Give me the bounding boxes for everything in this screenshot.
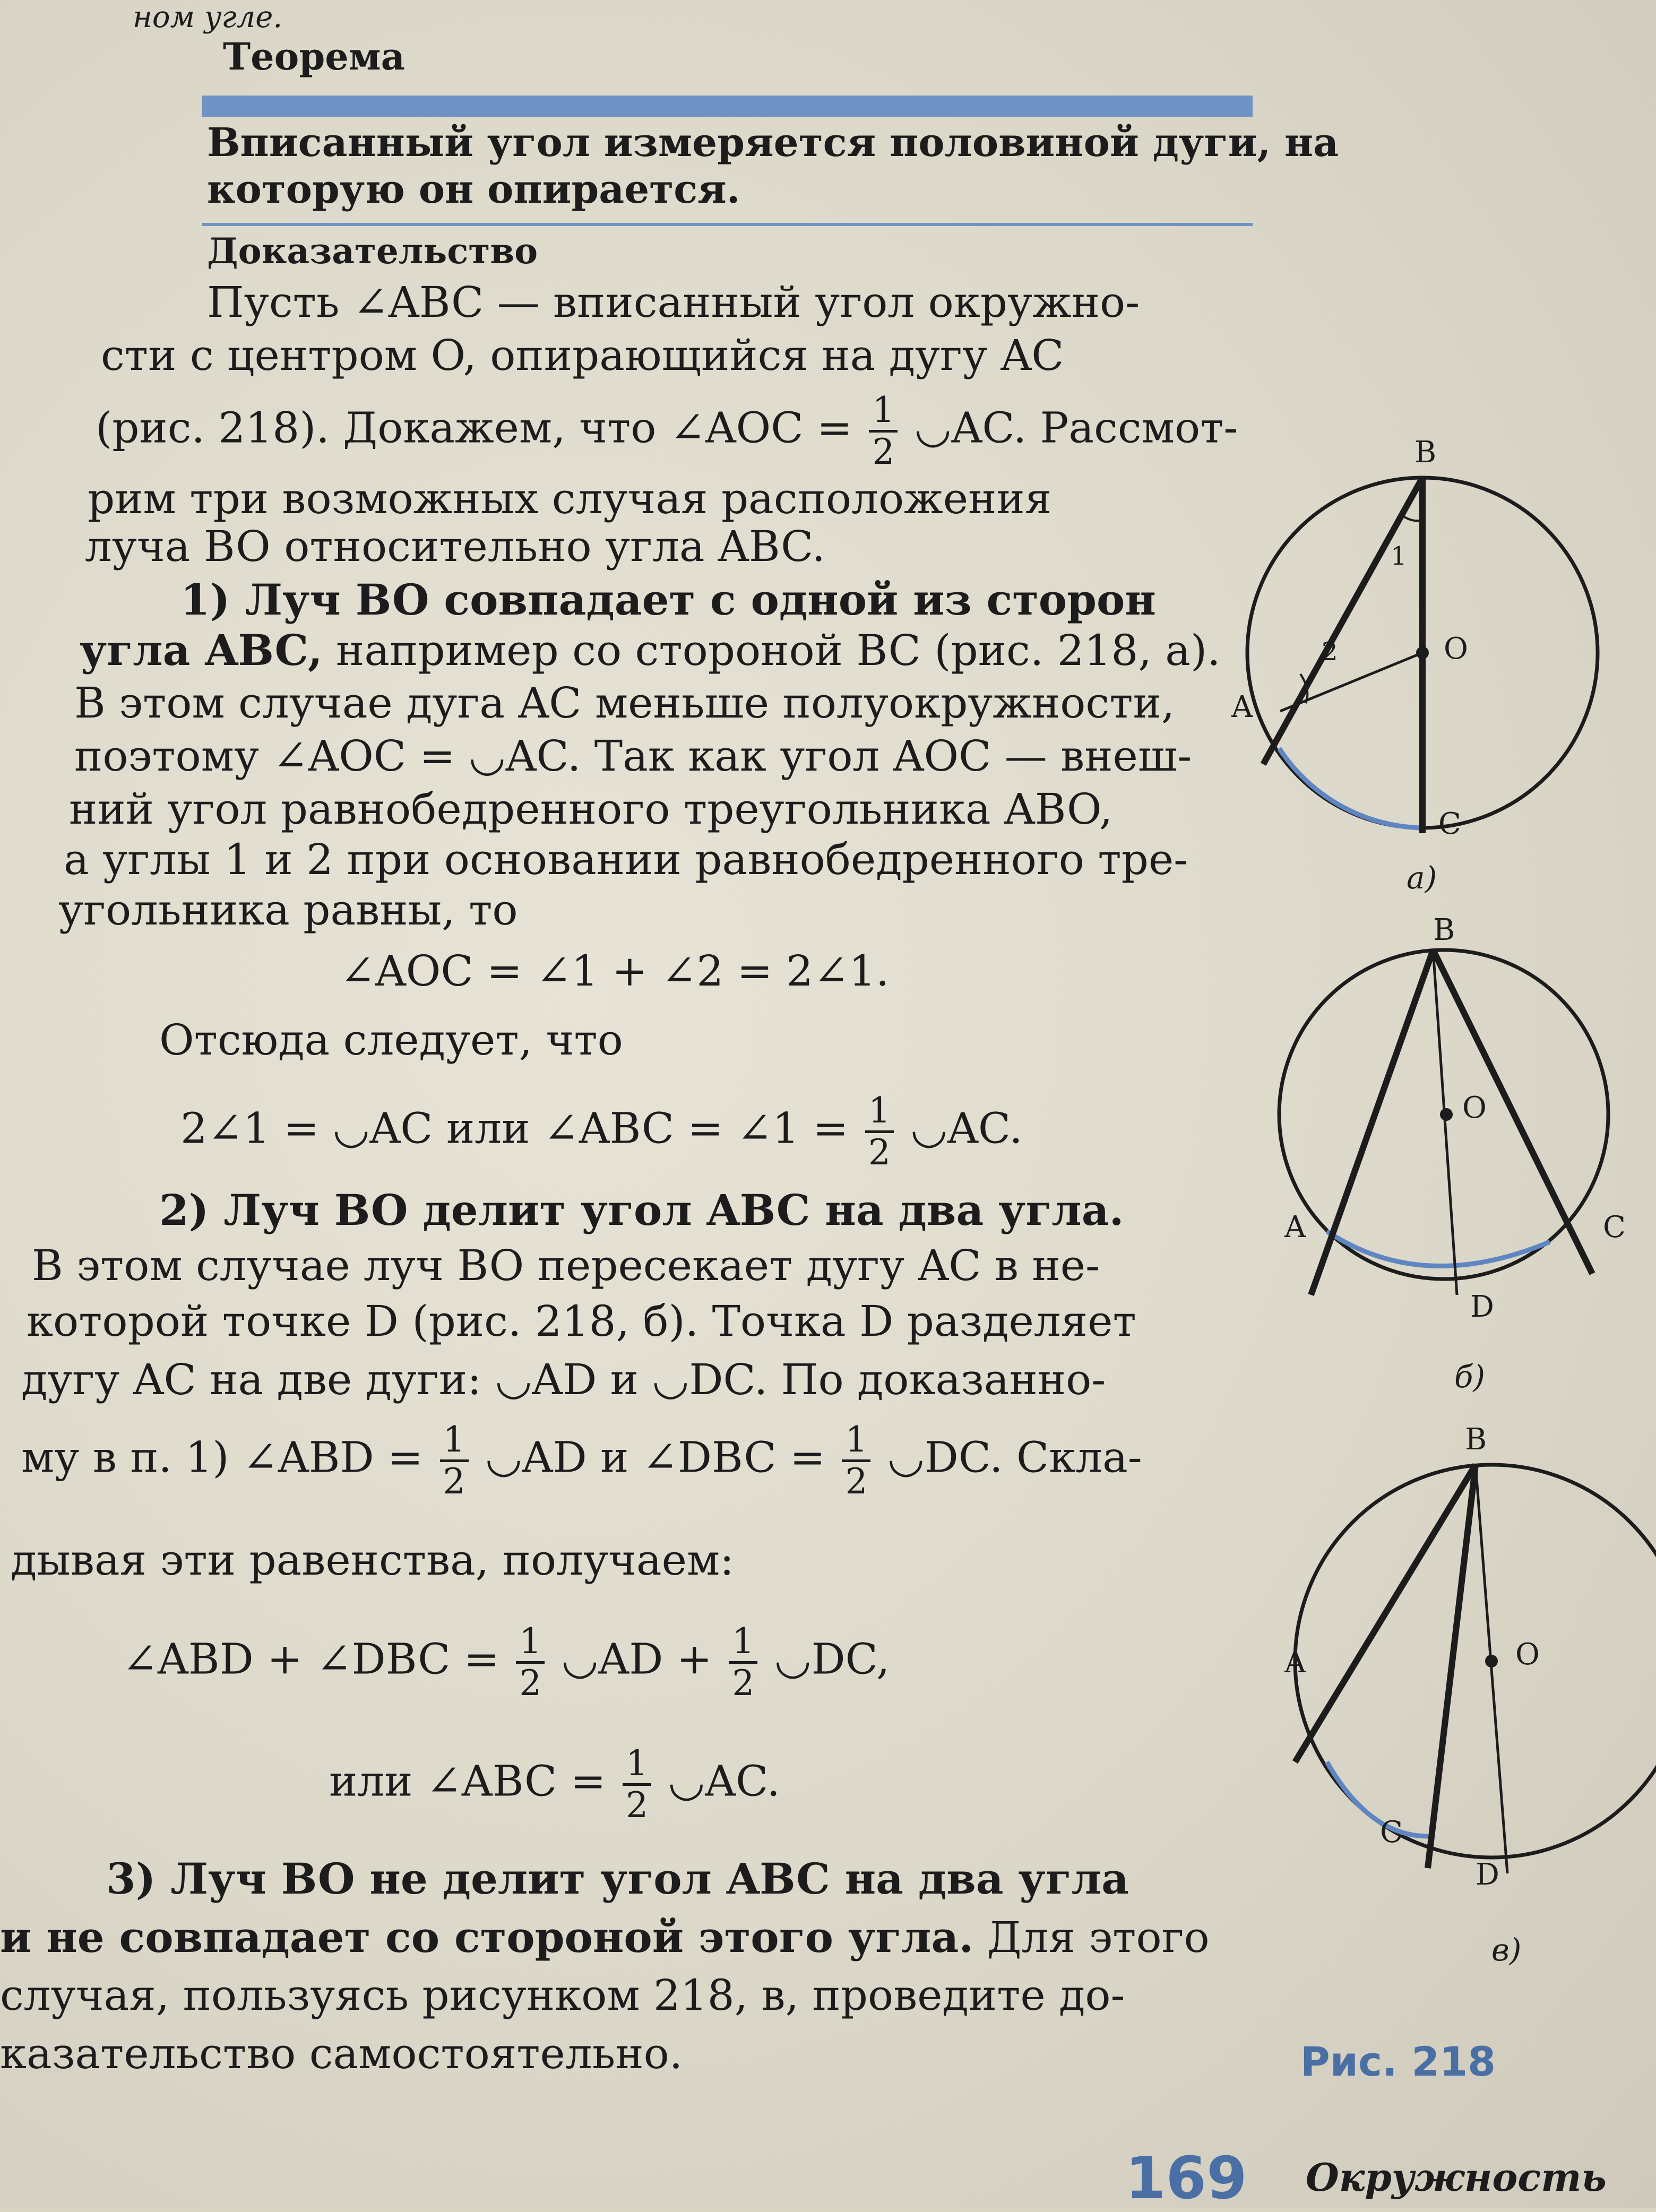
fraction-half: $\frac{1}{2}$ [440,1422,469,1499]
proof-line-1: Пусть ∠ABC — вписанный угол окружно- [207,278,1140,327]
case1-line-5: ний угол равнобедренного треугольника ABO, [69,784,1113,834]
point-o-label: O [1444,632,1468,666]
figure-218c [1284,1422,1656,1892]
theorem-line-2: которую он опирается. [207,167,740,212]
point-c-label: C [1603,1210,1626,1245]
case2-formula-2: или ∠ABC = $\frac{1}{2}$ ◡AC. [329,1743,780,1826]
case1-follows: Отсюда следует, что [159,1015,623,1065]
point-d-label: D [1470,1290,1494,1324]
proof-line-3-a: (рис. 218). Докажем, что ∠AOC = [96,403,852,453]
case2-line-2: В этом случае луч BO пересекает дугу AC в не- [32,1241,1100,1290]
previous-text-fragment: ном угле. [133,0,283,34]
fraction-half: $\frac{1}{2}$ [842,1422,870,1499]
proof-line-5: луча BO относительно угла ABC. [85,522,825,571]
theorem-underline [202,223,1253,226]
case2-line-3: которой точке D (рис. 218, б). Точка D разделяет [27,1297,1136,1346]
point-b-label: B [1414,435,1437,470]
point-o-label: O [1515,1637,1540,1672]
case3-line-1: 3) Луч BO не делит угол ABC на два угла [106,1854,1129,1904]
fraction-half: $\frac{1}{2}$ [516,1624,545,1701]
point-b-label: B [1465,1422,1487,1457]
point-d-label: D [1476,1857,1499,1892]
figure-218a [1231,435,1614,860]
page-number: 169 [1125,2144,1247,2212]
figure-218b [1274,913,1626,1324]
case1-line-7: угольника равны, то [58,885,518,935]
fraction-half: $\frac{1}{2}$ [623,1746,651,1823]
case2-heading: 2) Луч BO делит угол ABC на два угла. [159,1185,1124,1235]
case1-line-6: а углы 1 и 2 при основании равнобедренного тре- [64,835,1188,884]
fraction-half: $\frac{1}{2}$ [865,1093,894,1170]
case2-formula-1: ∠ABD + ∠DBC = $\frac{1}{2}$ ◡AD + $\frac{1}{2}$ ◡DC, [122,1621,890,1704]
case2-line-6: дывая эти равенства, получаем: [11,1535,735,1585]
point-c-label: C [1380,1815,1403,1850]
theorem-heading: Теорема [223,34,405,79]
case1-line-3: В этом случае дуга AC меньше полуокружности, [74,678,1175,728]
figure-218b-drawing [1274,955,1582,1316]
proof-heading: Доказательство [207,230,538,272]
case2-line-5: му в п. 1) ∠ABD = $\frac{1}{2}$ ◡AD и ∠DBC = $\frac{1}{2}$ ◡DC. Скла- [21,1419,1142,1502]
proof-line-4: рим три возможных случая расположения [88,474,1052,523]
theorem-line-1: Вписанный угол измеряется половиной дуги, на [207,120,1339,166]
fraction-half: $\frac{1}{2}$ [869,393,898,470]
angle-1-label: 1 [1391,541,1407,571]
point-b-label: B [1433,913,1455,947]
chapter-title: Окружность [1306,2155,1607,2200]
case3-line-3: случая, пользуясь рисунком 218, в, проведите до- [0,1971,1125,2020]
case1-formula-1: ∠AOC = ∠1 + ∠2 = 2∠1. [340,946,890,996]
theorem-bar [202,96,1253,117]
figure-218c-drawing [1295,1465,1656,1857]
point-a-label: A [1284,1210,1306,1245]
figure-title: Рис. 218 [1300,2038,1496,2085]
proof-line-3-b: ◡AC. Рассмот- [914,403,1238,453]
point-a-label: A [1284,1645,1306,1680]
case1-line-4: поэтому ∠AOC = ◡AC. Так как угол AOC — внеш- [74,731,1192,781]
case1-formula-2: 2∠1 = ◡AC или ∠ABC = ∠1 = $\frac{1}{2}$ ◡AC. [180,1090,1023,1173]
figure-218b-caption: б) [1454,1359,1486,1395]
proof-line-3 [96,390,1238,472]
figure-218a-caption: а) [1407,860,1437,896]
case3-line-2: и не совпадает со стороной этого угла. Для этого [0,1912,1210,1962]
proof-line-2: сти с центром O, опирающийся на дугу AC [101,331,1064,380]
case3-line-4: казательство самостоятельно. [0,2029,683,2078]
fraction-half: $\frac{1}{2}$ [729,1624,757,1701]
case2-line-4: дугу AC на две дуги: ◡AD и ◡DC. По доказанно- [21,1355,1106,1404]
angle-2-label: 2 [1322,637,1338,667]
case1-heading: 1) Луч BO совпадает с одной из сторон [180,575,1156,625]
point-a-label: A [1231,690,1253,724]
point-c-label: C [1438,807,1461,841]
point-o-label: O [1462,1091,1487,1125]
figure-218a-drawing [1231,478,1614,860]
case1-line-2: угла ABC, например со стороной BC (рис. 218, а). [80,625,1221,675]
figure-218c-caption: в) [1491,1932,1522,1968]
